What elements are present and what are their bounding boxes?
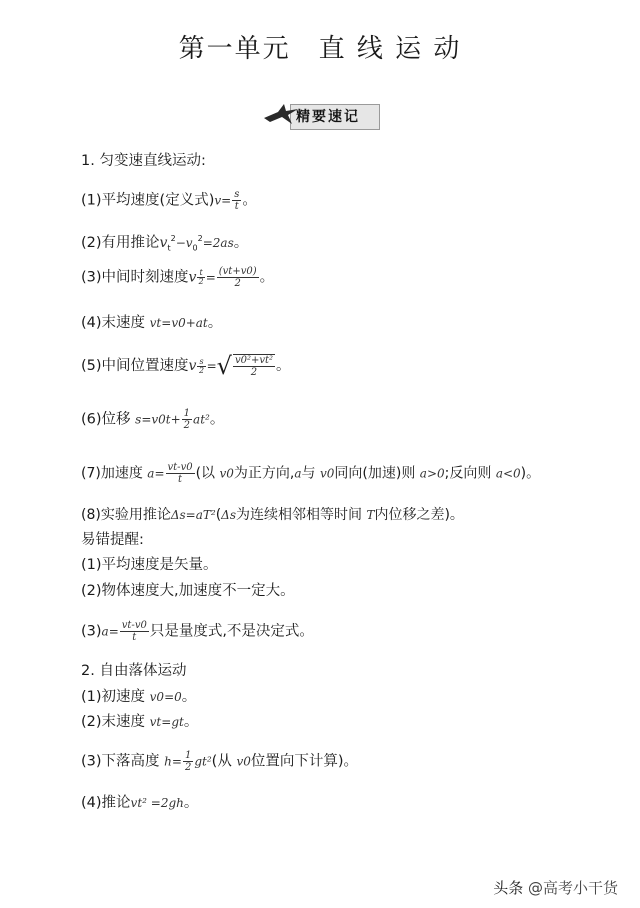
punct: 内位移之差)。: [374, 507, 464, 523]
fraction: [120, 620, 149, 643]
denominator: t: [178, 474, 183, 485]
acceleration-line: [81, 462, 540, 485]
label: (8)实验用推论: [81, 507, 171, 523]
experimental-inference-line: [81, 505, 464, 525]
label: (2)有用推论: [81, 234, 160, 251]
numerator: s: [234, 189, 240, 200]
warnings-heading: 易错提醒:: [81, 532, 144, 548]
subscript-fraction: $\frac{s}{2}$: [198, 356, 205, 375]
formula: v: [159, 234, 168, 251]
label: (1)初速度: [81, 689, 146, 705]
label: (5)中间位置速度: [81, 358, 189, 374]
numerator: vt-v0: [121, 620, 147, 631]
text: 为正方向,: [233, 465, 295, 482]
punct: 。: [181, 689, 197, 705]
label: (3)下落高度: [81, 753, 160, 770]
formula: at²: [193, 412, 210, 427]
formula: vt² =2gh: [130, 796, 184, 810]
denominator: 2: [250, 367, 258, 378]
text: (: [215, 507, 222, 523]
formula: gt²: [194, 754, 212, 769]
formula: Δs=aT²: [170, 508, 216, 522]
label: (7)加速度: [81, 465, 143, 482]
text: 位置向下计算)。: [250, 753, 359, 770]
denominator: 2: [183, 420, 191, 431]
formula: v0: [236, 754, 251, 769]
formula: vt=gt: [149, 715, 184, 729]
text: 为连续相邻相等时间: [236, 507, 362, 523]
source-label: 头条: [493, 879, 524, 897]
text: 同向(加速)则: [334, 465, 416, 482]
fraction: [182, 408, 192, 431]
useful-inference-line: (2)有用推论$v_t^2-v_0^2=2as$。: [81, 234, 249, 253]
formula: T: [366, 508, 375, 522]
punct: 。: [209, 411, 225, 428]
avg-velocity-line: [81, 189, 257, 212]
numerator: vt-v0: [167, 462, 193, 473]
formula: v=: [214, 193, 232, 208]
initial-velocity-line: [81, 687, 196, 707]
subscript-fraction: $\frac{t}{2}$: [198, 268, 204, 286]
formula: v0: [219, 466, 234, 481]
formula: −v: [175, 235, 193, 250]
fall-height-line: [81, 750, 358, 773]
author-handle: @高考小干货: [527, 879, 618, 897]
fraction: [183, 750, 193, 773]
displacement-line: [81, 408, 224, 431]
text: 与: [301, 465, 316, 482]
punct: 。: [183, 714, 199, 730]
denominator: t: [234, 201, 239, 212]
section-banner: [262, 100, 378, 130]
formula: a=: [147, 466, 165, 481]
warning-item: [81, 620, 314, 643]
formula: s=v0t+: [135, 412, 181, 427]
formula: v0: [319, 466, 335, 481]
inference-line: [81, 793, 198, 813]
punct: )。: [520, 465, 541, 482]
label: (4)推论: [81, 795, 131, 811]
punct: 。: [207, 315, 223, 331]
punct: 。: [259, 269, 275, 286]
denominator: 2: [234, 278, 241, 289]
text: (以: [195, 465, 216, 482]
formula: a=: [101, 624, 119, 639]
numerator: 1: [183, 408, 191, 419]
final-velocity-line: [81, 313, 222, 333]
text: 只是量度式,不是决定式。: [149, 623, 314, 640]
watermark: [493, 877, 618, 898]
label: (3)中间时刻速度: [81, 269, 189, 286]
punct: 。: [183, 795, 199, 811]
label: (6)位移: [81, 411, 131, 428]
warning-item: (1)平均速度是矢量。: [81, 557, 218, 573]
denominator: 2: [184, 762, 192, 773]
numerator: 1: [184, 750, 192, 761]
fraction: [232, 189, 241, 212]
section1-heading: 1. 匀变速直线运动:: [81, 153, 206, 169]
formula: v0=0: [149, 690, 182, 704]
text: (从: [211, 753, 232, 770]
end-velocity-line: [81, 712, 198, 732]
label: (1)平均速度(定义式): [81, 192, 215, 209]
warning-item: (2)物体速度大,加速度不一定大。: [81, 583, 295, 599]
numerator: v0²+vt²: [234, 355, 274, 366]
formula: a: [294, 466, 302, 481]
label: (3): [81, 623, 102, 640]
formula: Δs: [221, 508, 236, 522]
fraction: [233, 354, 275, 378]
label: (4)末速度: [81, 315, 146, 331]
numerator: (vt+v0): [218, 266, 257, 277]
punct: 。: [276, 358, 291, 374]
page-title: 第一单元 直 线 运 动: [178, 34, 462, 64]
fraction: [166, 462, 195, 485]
punct: 。: [233, 234, 249, 251]
denominator: t: [132, 632, 137, 643]
text: ;反向则: [444, 465, 492, 482]
fraction: [217, 266, 259, 289]
section2-heading: 2. 自由落体运动: [81, 663, 187, 679]
label: (2)末速度: [81, 714, 146, 730]
formula: a<0: [495, 466, 521, 481]
mid-position-velocity-line: (5)中间位置速度v $\frac{s}{2}$ =√ $\frac{\text{v0²+vt²}}{2}$ 。: [81, 352, 291, 380]
formula: h=: [164, 754, 182, 769]
formula: =2as: [202, 235, 234, 250]
formula: a>0: [419, 466, 445, 481]
punct: 。: [242, 192, 257, 209]
banner-label: 精要速记: [296, 109, 360, 125]
mid-time-velocity-line: (3)中间时刻速度v $\frac{t}{2}$ = $\frac{(vt+v0)}{2}$ 。: [81, 266, 275, 289]
sqrt-icon: √: [216, 352, 232, 380]
formula: vt=v0+at: [149, 316, 208, 330]
